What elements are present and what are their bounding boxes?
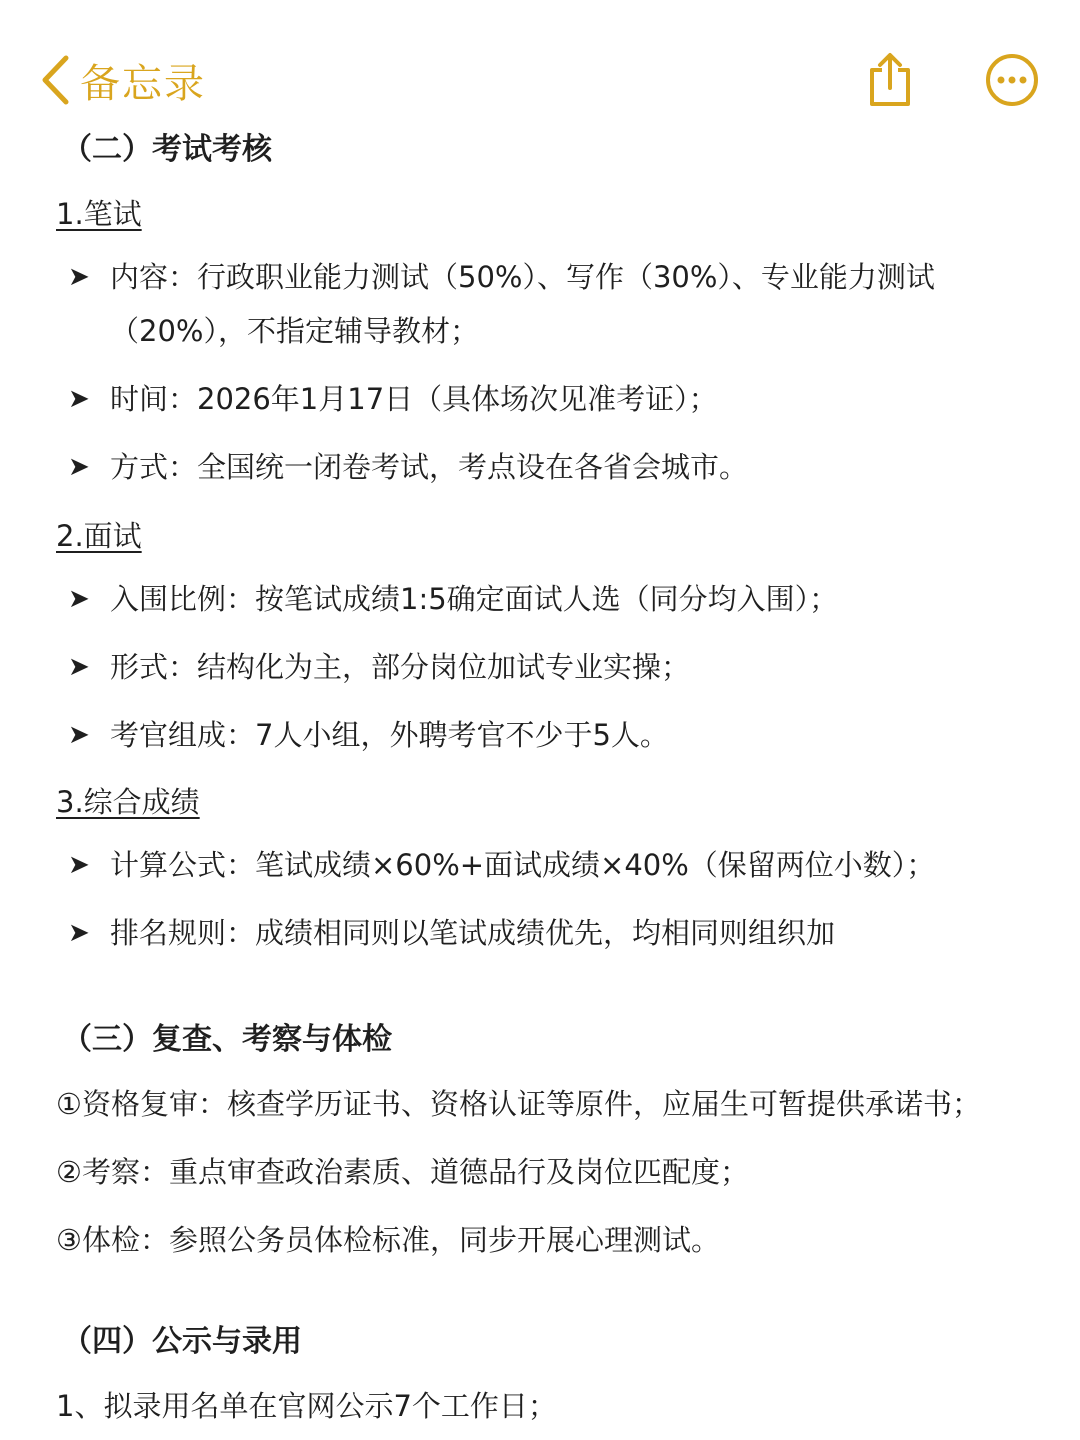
list-item-text: 形式：结构化为主，部分岗位加试专业实操； — [110, 650, 691, 684]
list-item — [68, 708, 1028, 762]
list-item — [68, 838, 1028, 892]
subsection-title: 2.面试 — [56, 519, 142, 553]
subsection-title: 3.综合成绩 — [56, 785, 200, 819]
bullet-arrow-icon: ➤ — [68, 720, 90, 750]
list-item: ①资格复审：核查学历证书、资格认证等原件，应届生可暂提供承诺书； — [56, 1087, 981, 1121]
bullet-arrow-icon: ➤ — [68, 652, 90, 682]
list-item — [68, 906, 1028, 960]
list-item: ②考察：重点审查政治素质、道德品行及岗位匹配度； — [56, 1155, 749, 1189]
bullet-arrow-icon: ➤ — [68, 262, 90, 292]
list-item: ③体检：参照公务员体检标准，同步开展心理测试。 — [56, 1223, 720, 1257]
bullet-arrow-icon: ➤ — [68, 850, 90, 880]
list-item — [68, 372, 1028, 426]
list-item — [68, 440, 1028, 494]
list-item — [68, 250, 1028, 360]
bullet-arrow-icon: ➤ — [68, 384, 90, 414]
nav-bar — [0, 0, 1080, 120]
list-item-text: 计算公式：笔试成绩×60%+面试成绩×40%（保留两位小数）； — [110, 848, 936, 882]
list-item: 1、拟录用名单在官网公示7个工作日； — [56, 1389, 557, 1423]
share-button[interactable] — [862, 52, 918, 108]
section-title: （二）考试考核 — [62, 132, 272, 167]
list-item — [68, 572, 1028, 626]
list-item-text: 方式：全国统一闭卷考试，考点设在各省会城市。 — [110, 450, 749, 484]
subsection-title: 1.笔试 — [56, 197, 142, 231]
bullet-arrow-icon: ➤ — [68, 584, 90, 614]
list-item — [68, 640, 1028, 694]
list-item-text: 内容：行政职业能力测试（50%）、写作（30%）、专业能力测试（20%），不指定辅导教材； — [110, 260, 935, 348]
chevron-left-icon — [40, 55, 70, 105]
list-item-text: 排名规则：成绩相同则以笔试成绩优先，均相同则组织加 — [110, 916, 836, 950]
more-button[interactable] — [984, 52, 1040, 108]
back-button[interactable] — [40, 52, 206, 108]
share-icon — [862, 52, 918, 108]
list-item-text: 时间：2026年1月17日（具体场次见准考证）； — [110, 382, 718, 416]
bullet-arrow-icon: ➤ — [68, 918, 90, 948]
list-item-text: 考官组成：7人小组，外聘考官不少于5人。 — [110, 718, 669, 752]
bullet-arrow-icon: ➤ — [68, 452, 90, 482]
section-title: （三）复查、考察与体检 — [62, 1022, 392, 1057]
more-icon — [984, 52, 1040, 108]
list-item-text: 入围比例：按笔试成绩1:5确定面试人选（同分均入围）； — [110, 582, 839, 616]
section-title: （四）公示与录用 — [62, 1324, 302, 1359]
back-label: 备忘录 — [80, 60, 206, 107]
